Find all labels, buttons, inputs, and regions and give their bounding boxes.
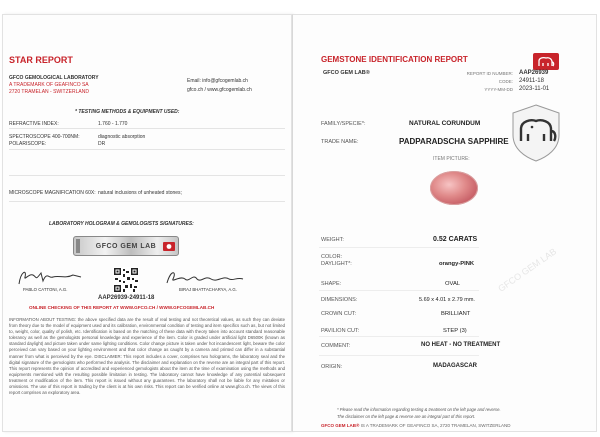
- origin-value: MADAGASCAR: [433, 363, 477, 369]
- hologram-heading: LABORATORY HOLOGRAM & GEMOLOGISTS SIGNATURES:: [49, 221, 194, 227]
- method-label: MICROSCOPE MAGNIFICATION 60X:: [9, 190, 96, 196]
- meta-label: YYYY-MM-DD: [484, 87, 513, 92]
- watermark: GFCO GEM LAB: [496, 246, 559, 294]
- daylight-value: orangy-PINK: [439, 261, 475, 267]
- footnote-1: * Please read the information regarding testing & treatment on the left page and reverse.: [337, 407, 501, 412]
- method-label: REFRACTIVE INDEX:: [9, 121, 59, 127]
- lab-name: GFCO GEMOLOGICAL LABORATORY: [9, 75, 99, 81]
- page-footer: [321, 423, 510, 428]
- trade-name-label: TRADE NAME:: [321, 139, 359, 145]
- origin-label: ORIGIN:: [321, 364, 343, 370]
- lab-web: gfco.ch / www.gfcogemlab.ch: [187, 87, 252, 93]
- method-value: natural inclusions of unheated stones;: [98, 190, 182, 196]
- trade-name-value: PADPARADSCHA SAPPHIRE: [399, 137, 509, 146]
- footer-brand: GFCO GEM LAB®: [321, 423, 360, 428]
- methods-heading: * TESTING METHODS & EQUIPMENT USED:: [75, 109, 180, 115]
- footnote-2: The disclaimer on the left page & reverse are an integral part of this report.: [337, 414, 476, 419]
- meta-label: REPORT ID NUMBER:: [466, 71, 513, 76]
- signer-1: PABLO CATTONI, A.G.: [23, 287, 68, 292]
- report-title: GEMSTONE IDENTIFICATION REPORT: [321, 55, 468, 64]
- method-label: SPECTROSCOPE 400-700NM:: [9, 134, 80, 140]
- method-value: 1.760 - 1.770: [98, 121, 128, 127]
- signature-cattoni-icon: [15, 267, 85, 287]
- family-value: NATURAL CORUNDUM: [409, 120, 481, 127]
- footer-trademark: IS A TRADEMARK OF GEAFINCO SA, 2720 TRAMELAN, SWITZERLAND: [360, 423, 511, 428]
- method-value: diagnostic absorption: [98, 134, 146, 140]
- family-label: FAMILY/SPECIE*:: [321, 121, 366, 127]
- shape-value: OVAL: [445, 281, 461, 287]
- item-picture-label: ITEM PICTURE:: [433, 156, 470, 162]
- pavilion-cut-label: PAVILION CUT:: [321, 328, 360, 334]
- report-code: AAP26939-24911-18: [98, 295, 155, 301]
- method-value: DR: [98, 141, 106, 147]
- shape-label: SHAPE:: [321, 281, 342, 287]
- dimensions-label: DIMENSIONS:: [321, 297, 358, 303]
- report-code-value: 24911-18: [519, 78, 544, 84]
- daylight-label: DAYLIGHT*:: [321, 261, 352, 267]
- laboratory-seal-icon: [509, 103, 563, 163]
- report-id: AAP26939: [519, 70, 549, 76]
- right-page: [292, 14, 597, 432]
- lab-email: Email: info@gfcogemlab.ch: [187, 78, 248, 84]
- signature-bhattacharya-icon: [163, 267, 247, 289]
- lab-address: 2720 TRAMELAN - SWITZERLAND: [9, 89, 89, 95]
- hologram-text: GFCO GEM LAB: [95, 242, 157, 250]
- color-label: COLOR:: [321, 254, 343, 260]
- gemstone-photo: [430, 171, 478, 205]
- left-page: [2, 14, 292, 432]
- comment-label: COMMENT:: [321, 343, 351, 349]
- meta-label: CODE:: [498, 79, 513, 84]
- crown-cut-value: BRILLIANT: [441, 311, 471, 317]
- qr-code-icon[interactable]: [113, 267, 139, 293]
- report-subtitle: GFCO GEM LAB®: [323, 70, 370, 76]
- star-report-title: STAR REPORT: [9, 55, 73, 65]
- crown-cut-label: CROWN CUT:: [321, 311, 357, 317]
- method-label: POLARISCOPE:: [9, 141, 47, 147]
- laboratory-hologram: [73, 236, 179, 256]
- hologram-seal-icon: [163, 242, 175, 251]
- weight-value: 0.52 CARATS: [433, 236, 478, 243]
- lab-trademark: A TRADEMARK OF GEAFINCO SA: [9, 82, 89, 88]
- signer-2: BIRAJ BHATTACHARYA, A.G.: [179, 287, 237, 292]
- pavilion-cut-value: STEP (3): [443, 328, 467, 334]
- report-date: 2023-11-01: [519, 86, 550, 92]
- online-check-link[interactable]: ONLINE CHECKING OF THIS REPORT AT WWW.GFCO.CH / WWW.GFCOGEMLAB.CH: [29, 305, 215, 310]
- brand-logo: [533, 53, 559, 70]
- comment-value: NO HEAT - NO TREATMENT: [421, 342, 501, 348]
- testing-disclaimer: INFORMATION ABOUT TESTING: the above specified data are the result of real testing and not theoretical values, as such they can deviate from theory due to the model of equipment used and its calibration, environmental condition of testing and item specifics such as, but not limited to, weight, color, quality of polish, etc. Identification is based on the matching of these data with theory taken into account standard reasonable tolerancy as well as the gemologists personal knowledge and experience of the item. Color is graded under artificial light D6500K (known as standard daylight) and picture taken under same lighting conditions. Color change picture is taken under hot incandescent light, beware the color perceived can vary based on your lighting environment and that color change as caught by a camera and printed can differ in a substantial manner from what is perceived by the eye. DISCLAIMER: This report includes a cover, comprises two holograms, the laboratory seal and the digital signature of the gemologists who performed the analysis. The disclaimer and explanation on the reverse are an integral part of this report. This report represents the opinion of accredited and experienced gemologists about the item at the time of examination using the methods and equipments mentioned with the resulting possible limitation in testing. The laboratory cannot have knowledge of any potential subsequent treatment or modification of the item. This report is issued without any guarantees. The laboratory shall not be liable for any mistakes or omissions. The use of this report in trading by the client is at his own risks. This report can be verified online at www.gfco.ch. The views of this report comprises an exploratory area.: [9, 317, 285, 396]
- elephant-logo-icon: [537, 56, 555, 68]
- weight-label: WEIGHT:: [321, 237, 344, 243]
- dimensions-value: 5.69 x 4.01 x 2.79 mm.: [419, 297, 475, 303]
